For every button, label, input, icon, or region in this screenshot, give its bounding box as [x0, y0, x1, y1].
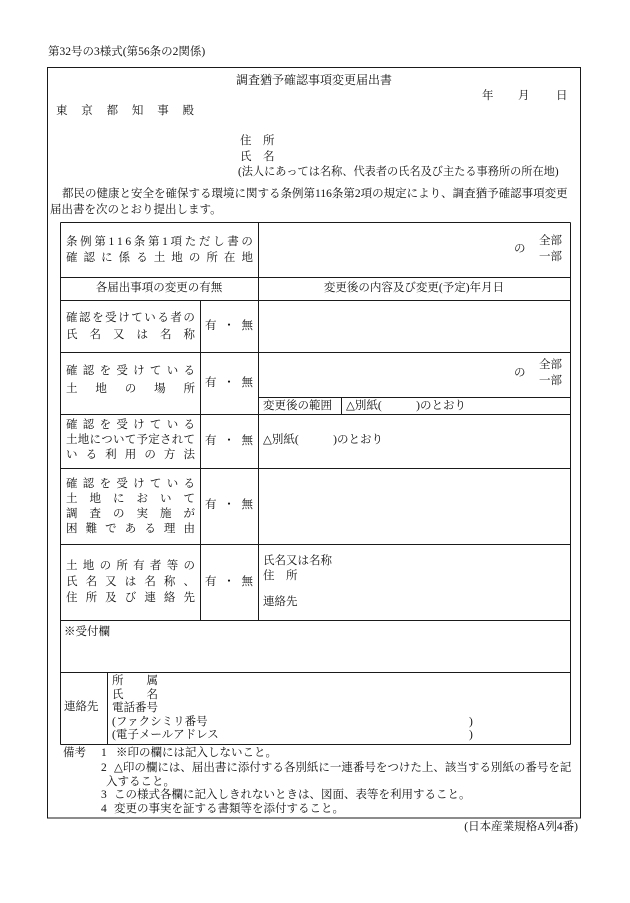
- contact-label: 連絡先: [64, 701, 99, 713]
- row-confirmee-name-label-1: 確 認 を 受 け て い る 者 の: [66, 312, 195, 324]
- row-planned-use-label-2: 土 地 に つ い て 予 定 さ れ て: [66, 434, 195, 446]
- date-day-label: 日: [556, 90, 568, 102]
- applicant-address-label: 住 所: [240, 135, 275, 147]
- note-number-2: 2: [101, 762, 107, 774]
- paper-size-note: (日本産業規格A列4番): [464, 821, 578, 833]
- location-scope-part: 一部: [539, 251, 562, 263]
- changed-range-label: 変更後の範囲: [263, 400, 332, 412]
- note-text-2-continued: 入すること。: [106, 776, 175, 788]
- location-label-line-2: 確 認 に 係 る 土 地 の 所 在 地: [66, 252, 253, 264]
- row-owner-info-presence: 有 ・ 無: [205, 576, 253, 588]
- date-year-label: 年: [482, 90, 494, 102]
- note-number-3: 3: [101, 789, 107, 801]
- intro-line-1: 都民の健康と安全を確保する環境に関する条例第116条第2項の規定により、調査猶予確認事項変更: [62, 188, 568, 200]
- change-content-header: 変更後の内容及び変更(予定)年月日: [323, 282, 505, 294]
- date-month-label: 月: [518, 90, 530, 102]
- row-confirmee-name-presence: 有 ・ 無: [205, 320, 253, 332]
- row-owner-info-label-1: 土 地 の 所 有 者 等 の: [66, 560, 195, 572]
- row-difficulty-reason-presence: 有 ・ 無: [205, 499, 253, 511]
- corporate-note: (法人にあっては名称、代表者の氏名及び主たる事務所の所在地): [238, 166, 559, 178]
- note-text-3: この様式各欄に記入しきれないときは、図面、表等を利用すること。: [114, 789, 471, 801]
- row-land-location-label-2: 土 地 の 場 所: [66, 383, 195, 395]
- row-planned-use-label-1: 確 認 を 受 け て い る: [66, 419, 195, 431]
- note-number-4: 4: [101, 803, 107, 815]
- contact-phone-label: 電話番号: [112, 702, 158, 714]
- owner-name-field-label: 氏名又は名称: [263, 555, 332, 567]
- note-text-4: 変更の事実を証する書類等を添付すること。: [114, 803, 344, 815]
- land-location-scope-part: 一部: [539, 375, 562, 387]
- row-difficulty-reason-label-1: 確 認 を 受 け て い る: [66, 478, 195, 490]
- row-confirmee-name-label-2: 氏 名 又 は 名 称: [66, 329, 195, 341]
- location-label-line-1: 条 例 第 1 1 6 条 第 1 項 た だ し 書 の: [66, 236, 253, 248]
- form-number: 第32号の3様式(第56条の2関係): [48, 46, 206, 58]
- row-difficulty-reason-label-3: 調 査 の 実 施 が: [66, 508, 195, 520]
- reception-label: ※受付欄: [64, 626, 110, 638]
- land-location-of-text: の: [514, 367, 526, 379]
- note-text-2: △印の欄には、届出書に添付する各別紙に一連番号をつけた上、該当する別紙の番号を記: [114, 762, 572, 774]
- contact-name-label: 氏 名: [112, 689, 158, 701]
- row-planned-use-presence: 有 ・ 無: [205, 435, 253, 447]
- form-title: 調査猶予確認事項変更届出書: [235, 73, 392, 87]
- contact-fax-label: (ファクシミリ番号: [112, 716, 208, 728]
- contact-email-label: (電子メールアドレス: [112, 729, 219, 741]
- planned-use-value: △別紙( )のとおり: [263, 434, 384, 446]
- note-text-1: ※印の欄には記入しないこと。: [116, 747, 277, 759]
- changed-range-value: △別紙( )のとおり: [346, 400, 467, 412]
- row-difficulty-reason-label-2: 土 地 に お い て: [66, 493, 195, 505]
- row-land-location-label-1: 確 認 を 受 け て い る: [66, 365, 195, 377]
- applicant-name-label: 氏 名: [240, 151, 275, 163]
- notes-heading: 備考: [63, 747, 86, 759]
- owner-address-field-label: 住 所: [263, 570, 298, 582]
- contact-fax-close-paren: ): [469, 716, 473, 728]
- location-of-text: の: [514, 243, 526, 255]
- owner-contact-field-label: 連絡先: [263, 596, 298, 608]
- row-difficulty-reason-label-4: 困 難 で あ る 理 由: [66, 523, 195, 535]
- row-owner-info-label-3: 住 所 及 び 連 絡 先: [66, 592, 195, 604]
- row-land-location-presence: 有 ・ 無: [205, 377, 253, 389]
- location-scope-all: 全部: [539, 235, 562, 247]
- contact-affiliation-label: 所 属: [112, 675, 158, 687]
- change-presence-header: 各届出事項の変更の有無: [95, 282, 223, 294]
- row-planned-use-label-3: い る 利 用 の 方 法: [66, 449, 195, 461]
- note-number-1: 1: [101, 747, 107, 759]
- land-location-scope-all: 全部: [539, 359, 562, 371]
- row-owner-info-label-2: 氏 名 又 は 名 称 、: [66, 576, 195, 588]
- addressee: 東 京 都 知 事 殿: [56, 105, 194, 117]
- contact-email-close-paren: ): [469, 729, 473, 741]
- intro-line-2: 届出書を次のとおり提出します。: [50, 204, 222, 216]
